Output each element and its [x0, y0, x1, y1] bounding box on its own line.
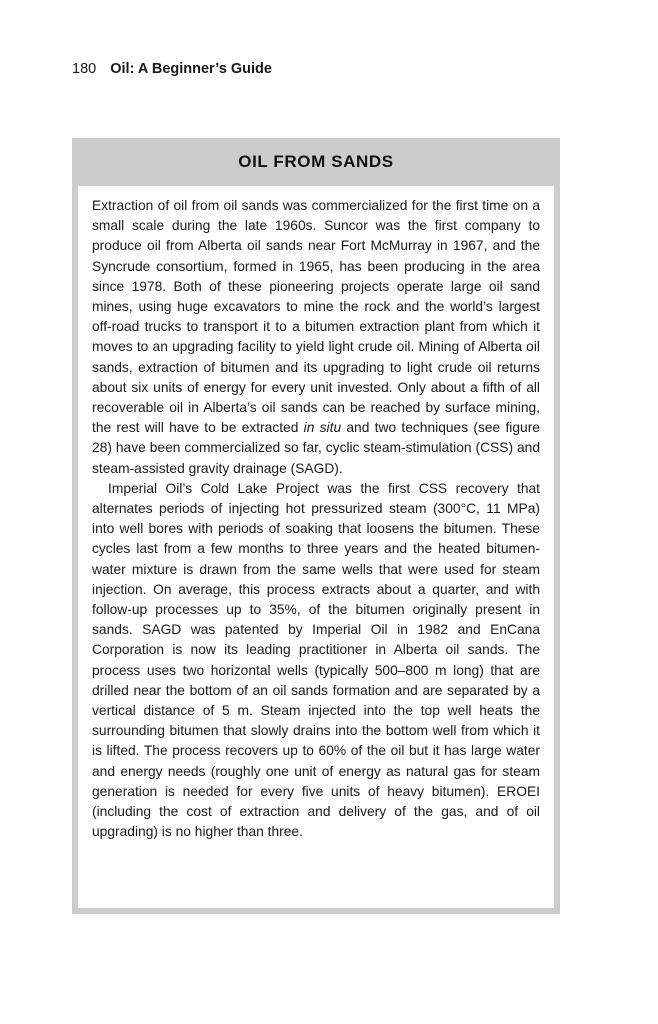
box-body [78, 186, 554, 908]
paragraph-1-text-a: Extraction of oil from oil sands was commercialized for the first time on a small scale during the late 1960s. Suncor was the first company to produce oil from Alberta oil sands near Fort McMurray in 1967, and the Syncrude consortium, formed in 1965, has been producing in the area since 1978. Both of these pioneering projects operate large oil sand mines, using huge excavators to mine the rock and the world’s largest off-road trucks to transport it to a bitumen extraction plant from which it moves to an upgrading facility to yield light crude oil. Mining of Alberta oil sands, extraction of bitumen and its upgrading to light crude oil returns about six units of energy for every unit invested. Only about a fifth of all recoverable oil in Alberta’s oil sands can be reached by surface mining, the rest will have to be extracted [92, 198, 540, 436]
paragraph-1 [92, 196, 540, 479]
sidebar-box [72, 138, 560, 914]
book-title: Oil: A Beginner’s Guide [110, 61, 272, 77]
running-head [72, 60, 272, 78]
paragraph-1-italic: in situ [303, 420, 342, 436]
page-number: 180 [72, 61, 97, 77]
paragraph-2: Imperial Oil’s Cold Lake Project was the first CSS recovery that alternates periods of injecting hot pressurized steam (300°C, 11 MPa) into well bores with periods of soaking that loosens the bitumen. These cycles last from a few months to three years and the heated bitumen-water mixture is drawn from the same wells that were used for steam injection. On average, this process extracts about a quarter, and with follow-up processes up to 35%, of the bitumen originally present in sands. SAGD was patented by Imperial Oil in 1982 and EnCana Corporation is now its leading practitioner in Alberta oil sands. The process uses two horizontal wells (typically 500–800 m long) that are drilled near the bottom of an oil sands formation and are separated by a vertical distance of 5 m. Steam injected into the top well heats the surrounding bitumen that slowly drains into the bottom well from which it is lifted. The process recovers up to 60% of the oil but it has large water and energy needs (roughly one unit of energy as natural gas for steam generation is needed for every five units of heavy bitumen). EROEI (including the cost of extraction and delivery of the gas, and of oil upgrading) is no higher than three. [92, 480, 540, 840]
paragraph-1-text-b: and two techniques (see figure 28) have been commercialized so far, cyclic steam-stimulation (CSS) and steam-assisted gravity drainage (SAGD). [92, 420, 540, 476]
box-title: OIL FROM SANDS [238, 152, 394, 171]
